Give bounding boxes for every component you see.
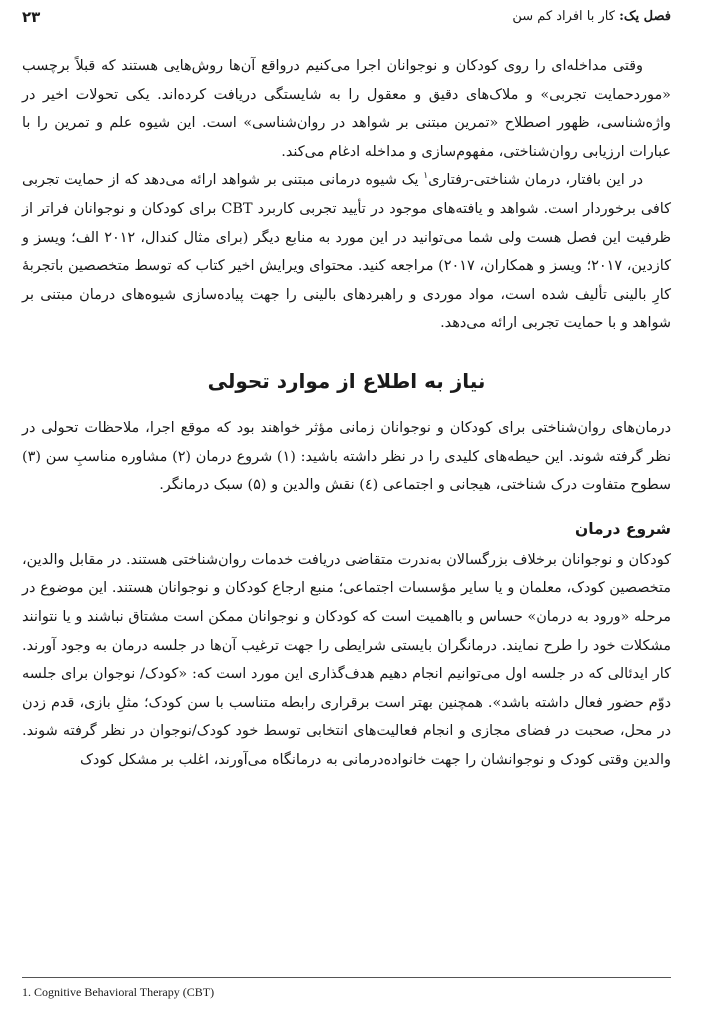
paragraph-context-start: در این بافتار، درمان شناختی-رفتاری: [428, 172, 643, 189]
running-header: [22, 6, 671, 28]
page-number: ۲۳: [22, 8, 41, 26]
footnote-marker: ۱: [423, 171, 429, 182]
chapter-title: [512, 6, 671, 28]
chapter-label: فصل یک:: [619, 9, 671, 24]
footnote-divider: [22, 977, 671, 978]
paragraph-context: [22, 166, 671, 338]
subsection-heading: شروع درمان: [574, 519, 671, 538]
chapter-name: کار با افراد کم سن: [512, 9, 620, 24]
paragraph-starting-therapy: کودکان و نوجوانان برخلاف بزرگسالان به‌ندرت متقاضی دریافت خدمات روان‌شناختی هستند. در مقابل والدین، متخصصین کودک، معلمان و یا سایر مؤسسات اجتماعی؛ منبع ارجاع کودکان و نوجوانان هستند. این موضوع در مرحله «ورود به درمان» حساس و بااهمیت است که کودکان و نوجوانان ممکن است مشتاق نباشند و یا نتوانند مشکلات خود را طرح نمایند. درمانگران بایستی شرایطی را جهت ترغیب آن‌ها در جلسه درمان به وجود آورند. کار ایدئالی که در جلسه اول می‌توانیم انجام دهیم هدف‌گذاری این مورد است که: «کودک/ نوجوان برای جلسه دوّم حضور فعال داشته باشد». همچنین بهتر است برقراری رابطه متناسب با سن کودک؛ مثلِ بازی، قدم زدن در محل، صحبت در فضای مجازی و انجام فعالیت‌های انتخابی توسط خود کودک/نوجوان در نظر گرفته شوند. والدین وقتی کودک و نوجوانشان را جهت خانواده‌درمانی به درمانگاه می‌آورند، اغلب بر مشکل کودک: [22, 551, 671, 768]
paragraph-intro: وقتی مداخله‌ای را روی کودکان و نوجوانان اجرا می‌کنیم درواقع آن‌ها روش‌هایی هستند که قبلاً برچسب «موردحمایت تجربی» و ملاک‌های دقیق و معقول را به شایستگی دریافت کرده‌اند. یکی تحولات اخیر در واژه‌شناسی، ظهور اصطلاح «تمرین مبتنی بر شواهد در روان‌شناسی» است. این شیوه علم و تمرین را با عبارات ارزیابی روان‌شناختی، مفهوم‌سازی و مداخله ادغام می‌کند.: [22, 58, 671, 160]
paragraph-developmental: درمان‌های روان‌شناختی برای کودکان و نوجوانان زمانی مؤثر خواهند بود که موقع اجرا، ملاحظات تحولی در نظر گرفته شوند. این حیطه‌های کلیدی را در نظر داشته باشید: (۱) شروع درمان (۲) مشاوره مناسبِ سن (۳) سطوح متفاوت درک شناختی، هیجانی و اجتماعی (٤) نقش والدین و (۵) سبک درمانگر.: [22, 419, 671, 494]
paragraph-context-rest: یک شیوه درمانی مبتنی بر شواهد ارائه می‌دهد که از حمایت تجربی کافی برخوردار است. شواهد و یافته‌های موجود در تأیید تجربی کاربرد CBT برای کودکان و نوجوانان فراتر از ظرفیت این فصل هست ولی شما می‌توانید در این مورد به منابع دیگر (برای مثال کندال، ۲۰۱۲ الف؛ ویسز و کازدین، ۲۰۱۷؛ ویسز و همکاران، ۲۰۱۷) مراجعه کنید. محتوای ویرایش اخیر کتاب که توسط متخصصین باتجربهٔ کارِ بالینی تألیف شده است، مواد موردی و راهبردهای بالینی را جهت پیاده‌سازی شیوه‌های درمان مبتنی بر شواهد و با حمایت تجربی ارائه می‌دهد.: [22, 172, 672, 332]
footnote: 1. Cognitive Behavioral Therapy (CBT): [22, 985, 215, 999]
page-body: [22, 52, 671, 774]
section-heading: نیاز به اطلاع از موارد تحولی: [207, 368, 486, 393]
